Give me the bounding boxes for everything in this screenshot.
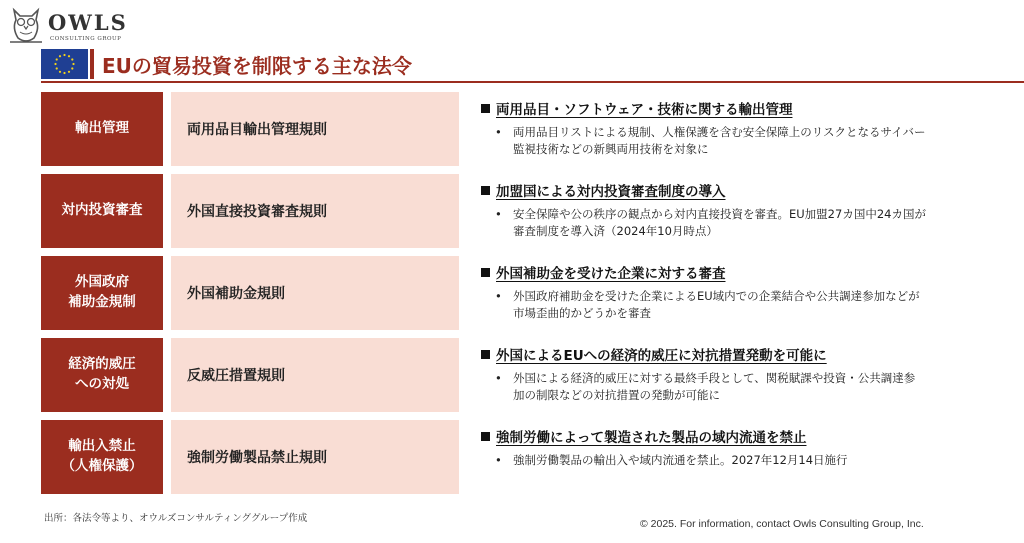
bullet-dot-icon: • (495, 289, 502, 303)
detail-text: 外国による経済的威圧に対する最終手段として、関税賦課や投資・公共調達参加の制限などの対抗措置の発動が可能に (513, 371, 916, 402)
description-block (481, 426, 926, 469)
bullet-dot-icon: • (495, 371, 502, 385)
law-row (41, 338, 921, 412)
description-bullet (481, 452, 926, 469)
source-note: 出所：各法令等より、オウルズコンサルティンググループ作成 (44, 513, 308, 524)
company-logo (8, 6, 138, 46)
description-heading (481, 180, 926, 200)
eu-flag-icon (41, 49, 88, 79)
bullet-dot-icon: • (495, 453, 502, 467)
law-row (41, 174, 926, 248)
heading-text: 加盟国による対内投資審査制度の導入 (496, 184, 726, 200)
category-label: 経済的威圧 への対処 (41, 338, 163, 412)
square-bullet-icon (481, 268, 490, 277)
detail-text: 外国政府補助金を受けた企業によるEU域内での企業結合や公共調達参加などが市場歪曲的かどうかを審査 (513, 289, 920, 320)
description-block (481, 262, 926, 321)
regulation-name: 反威圧措置規則 (171, 338, 459, 412)
square-bullet-icon (481, 350, 490, 359)
heading-text: 外国補助金を受けた企業に対する審査 (496, 266, 726, 282)
category-label: 対内投資審査 (41, 174, 163, 248)
logo-name: OWLS (48, 10, 128, 35)
description-block (481, 180, 926, 239)
description-heading (481, 262, 926, 282)
category-label: 輸出入禁止 （人権保護） (41, 420, 163, 494)
logo-tagline: CONSULTING GROUP (50, 36, 122, 42)
detail-text: 強制労働製品の輸出入や域内流通を禁止。2027年12月14日施行 (513, 453, 848, 467)
detail-text: 両用品目リストによる規制、人権保護を含む安全保障上のリスクとなるサイバー監視技術などの新興両用技術を対象に (513, 125, 926, 156)
category-label: 外国政府 補助金規制 (41, 256, 163, 330)
description-bullet (481, 124, 926, 157)
page-title: EUの貿易投資を制限する主な法令 (102, 54, 412, 78)
regulation-name: 外国補助金規則 (171, 256, 459, 330)
regulation-name: 強制労働製品禁止規則 (171, 420, 459, 494)
owl-logo-icon (8, 6, 44, 46)
bullet-dot-icon: • (495, 207, 502, 221)
square-bullet-icon (481, 432, 490, 441)
description-bullet (481, 288, 926, 321)
square-bullet-icon (481, 186, 490, 195)
law-row (41, 92, 926, 166)
title-accent-bar (90, 49, 94, 79)
law-row (41, 256, 921, 330)
copyright-notice: © 2025. For information, contact Owls Consulting Group, Inc. (640, 518, 924, 530)
regulation-name: 外国直接投資審査規則 (171, 174, 459, 248)
description-block (481, 98, 926, 157)
description-heading (481, 344, 926, 364)
description-bullet (481, 370, 926, 403)
detail-text: 安全保障や公の秩序の観点から対内直接投資を審査。EU加盟27カ国中24カ国が審査制度を導入済（2024年10月時点） (513, 207, 926, 238)
description-heading (481, 426, 926, 446)
title-bar (41, 49, 1024, 83)
description-bullet (481, 206, 926, 239)
regulation-name: 両用品目輸出管理規則 (171, 92, 459, 166)
bullet-dot-icon: • (495, 125, 502, 139)
heading-text: 両用品目・ソフトウェア・技術に関する輸出管理 (496, 102, 793, 118)
heading-text: 外国によるEUへの経済的威圧に対抗措置発動を可能に (496, 348, 827, 364)
description-heading (481, 98, 926, 118)
square-bullet-icon (481, 104, 490, 113)
heading-text: 強制労働によって製造された製品の域内流通を禁止 (496, 430, 807, 446)
law-row (41, 420, 921, 494)
description-block (481, 344, 926, 403)
category-label: 輸出管理 (41, 92, 163, 166)
